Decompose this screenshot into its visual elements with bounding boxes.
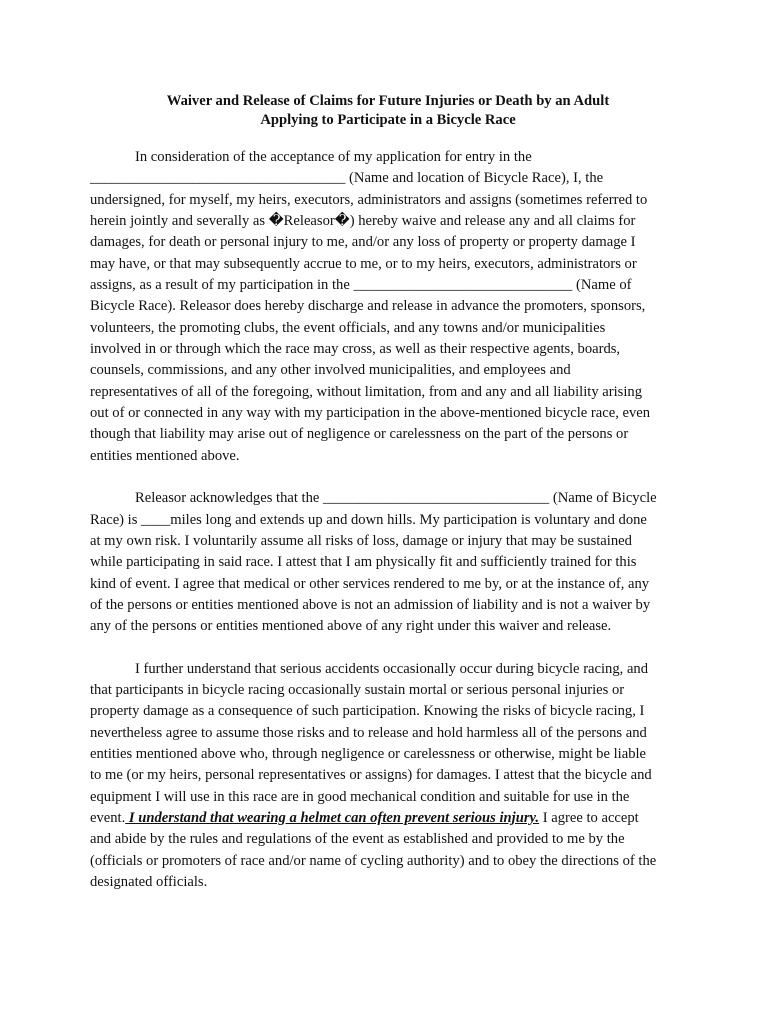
text-line: property damage as a consequence of such participation. Knowing the risks of bicycle racing, I xyxy=(90,703,645,720)
paragraph-consideration xyxy=(90,147,686,467)
text-line: entities mentioned above who, through negligence or carelessness or otherwise, might be liable xyxy=(90,745,647,762)
title-line-2: Applying to Participate in a Bicycle Race xyxy=(260,112,516,128)
text-line: though that liability may arise out of negligence or carelessness on the part of the persons or xyxy=(90,426,629,443)
text-line: In consideration of the acceptance of my application for entry in the xyxy=(135,149,532,165)
text-line: (officials or promoters of race and/or name of cycling authority) and to obey the directions of the xyxy=(90,852,657,869)
text-line: damages, for death or personal injury to me, and/or any loss of property or property damage I xyxy=(90,234,636,251)
text-line: counsels, commissions, and any other involved municipalities, and employees and xyxy=(90,362,571,379)
text-line: Race) is ____miles long and extends up and down hills. My participation is voluntary and done xyxy=(90,511,647,528)
text-line: Releasor acknowledges that the _______________________________ (Name of Bicycle xyxy=(135,490,657,507)
text-line: any of the persons or entities mentioned above of any right under this waiver and release. xyxy=(90,618,612,635)
text-fragment: I agree to accept xyxy=(539,809,639,826)
text-line: kind of event. I agree that medical or other services rendered to me by, or at the instance of, any xyxy=(90,575,650,592)
paragraph-acknowledgement xyxy=(90,488,686,637)
text-line: of the persons or entities mentioned above is not an admission of liability and is not a waiver by xyxy=(90,596,651,613)
paragraph-risks xyxy=(90,659,686,894)
text-line: undersigned, for myself, my heirs, executors, administrators and assigns (sometimes referred to xyxy=(90,191,648,208)
text-line: ___________________________________ (Name and location of Bicycle Race), I, the xyxy=(90,170,604,187)
helmet-warning-emphasis: I understand that wearing a helmet can often prevent serious injury. xyxy=(125,809,540,826)
text-line: that participants in bicycle racing occasionally sustain mortal or serious personal injuries or xyxy=(90,681,625,698)
text-line: equipment I will use in this race are in good mechanical condition and suitable for use in the xyxy=(90,788,630,805)
text-line: Bicycle Race). Releasor does hereby discharge and release in advance the promoters, sponsors, xyxy=(90,298,646,315)
document-page xyxy=(90,92,686,893)
text-line: to me (or my heirs, personal representatives or assigns) for damages. I attest that the bicycle and xyxy=(90,767,652,784)
text-line: and abide by the rules and regulations of the event as established and provided to me by the xyxy=(90,831,625,848)
text-line: entities mentioned above. xyxy=(90,447,240,464)
text-line: representatives of all of the foregoing, without limitation, from and any and all liability arising xyxy=(90,383,642,400)
text-fragment: event. xyxy=(90,809,126,826)
text-line: while participating in said race. I attest that I am physically fit and sufficiently trained for this xyxy=(90,554,637,571)
text-line: out of or connected in any way with my participation in the above-mentioned bicycle race, even xyxy=(90,405,651,422)
text-line: volunteers, the promoting clubs, the event officials, and any towns and/or municipalities xyxy=(90,319,606,336)
text-line: I further understand that serious accidents occasionally occur during bicycle racing, and xyxy=(135,660,649,677)
text-line: herein jointly and severally as �Releasor�) hereby waive and release any and all claims for xyxy=(90,213,636,230)
helmet-statement-line xyxy=(90,808,686,829)
text-line: nevertheless agree to assume those risks and to release and hold harmless all of the persons and xyxy=(90,724,647,741)
text-line: at my own risk. I voluntarily assume all risks of loss, damage or injury that may be sustained xyxy=(90,532,632,549)
text-line: designated officials. xyxy=(90,874,208,890)
document-title xyxy=(90,92,686,130)
text-line: involved in or through which the race may cross, as well as their respective agents, boards, xyxy=(90,341,621,358)
title-line-1: Waiver and Release of Claims for Future Injuries or Death by an Adult xyxy=(166,93,610,109)
text-line: may have, or that may subsequently accrue to me, or to my heirs, executors, administrators or xyxy=(90,255,637,272)
text-line: assigns, as a result of my participation in the ______________________________ (Name of xyxy=(90,277,632,294)
